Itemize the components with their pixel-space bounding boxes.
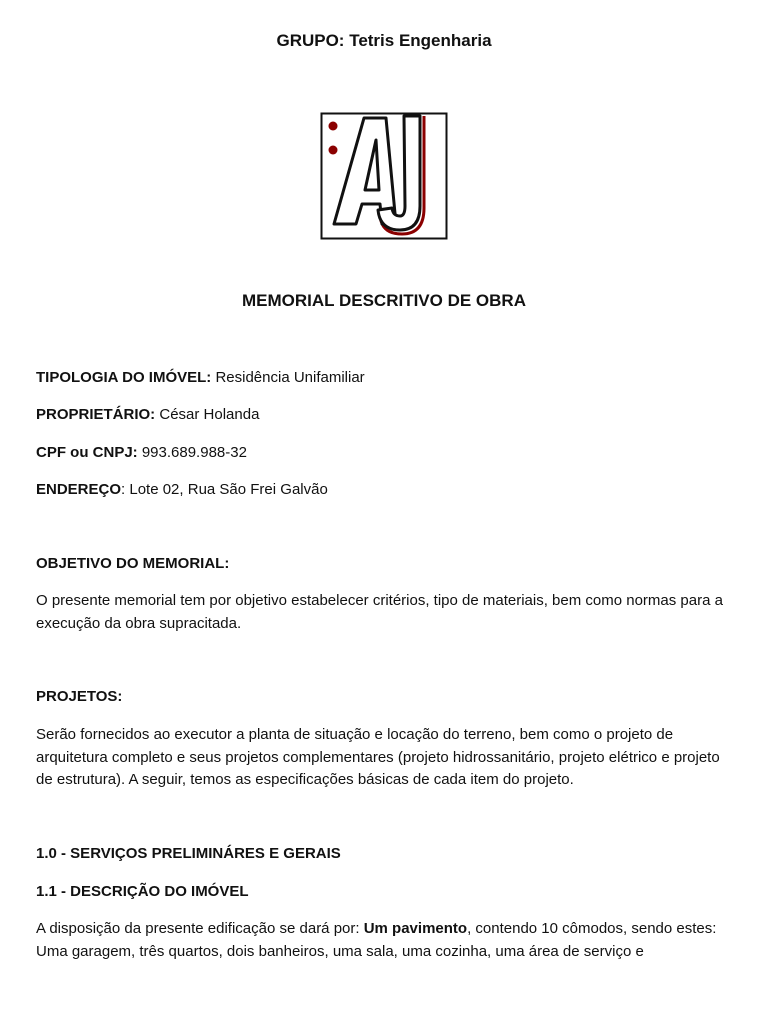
section-heading-servicos: 1.0 - SERVIÇOS PRELIMINÁRES E GERAIS [36, 845, 341, 862]
field-value: César Holanda [155, 406, 260, 423]
field-label: ENDEREÇO [36, 481, 122, 498]
descricao-text-start: A disposição da presente edificação se dará por: [36, 920, 364, 937]
field-proprietario [36, 404, 259, 426]
document-title: MEMORIAL DESCRITIVO DE OBRA [242, 291, 526, 310]
section-text-projetos: Serão fornecidos ao executor a planta de situação e locação do terreno, bem como o projeto de arquitetura completo e seus projetos complementares (projeto hidrossanitário, projeto elétrico e projeto de estrutura). A seguir, temos as especificações básicas de cada item do projeto. [36, 726, 720, 788]
section-text-descricao [36, 918, 736, 963]
descricao-text-bold: Um pavimento [363, 920, 468, 937]
section-heading-projetos: PROJETOS: [36, 688, 123, 705]
section-text-objetivo: O presente memorial tem por objetivo estabelecer critérios, tipo de materiais, bem como normas para a execução da obra supracitada. [36, 592, 723, 632]
descricao-text-end: , contendo 10 cômodos, sendo estes: Uma garagem, três quartos, dois banheiros, uma sala, uma cozinha, uma área de serviço e [36, 920, 717, 960]
field-value: : Lote 02, Rua São Frei Galvão [121, 481, 328, 498]
field-cpf [36, 442, 247, 464]
section-heading-objetivo: OBJETIVO DO MEMORIAL: [36, 555, 230, 572]
field-endereco [36, 479, 328, 501]
group-title: GRUPO: Tetris Engenharia [276, 31, 492, 50]
field-label: PROPRIETÁRIO: [36, 406, 156, 423]
company-logo [320, 112, 448, 240]
aj-logo-icon [320, 112, 448, 240]
field-label: CPF ou CNPJ: [36, 444, 138, 461]
field-label: TIPOLOGIA DO IMÓVEL: [36, 369, 212, 386]
field-value: 993.689.988-32 [137, 444, 247, 461]
field-value: Residência Unifamiliar [211, 369, 365, 386]
field-tipologia [36, 367, 365, 389]
section-heading-descricao: 1.1 - DESCRIÇÃO DO IMÓVEL [36, 883, 249, 900]
